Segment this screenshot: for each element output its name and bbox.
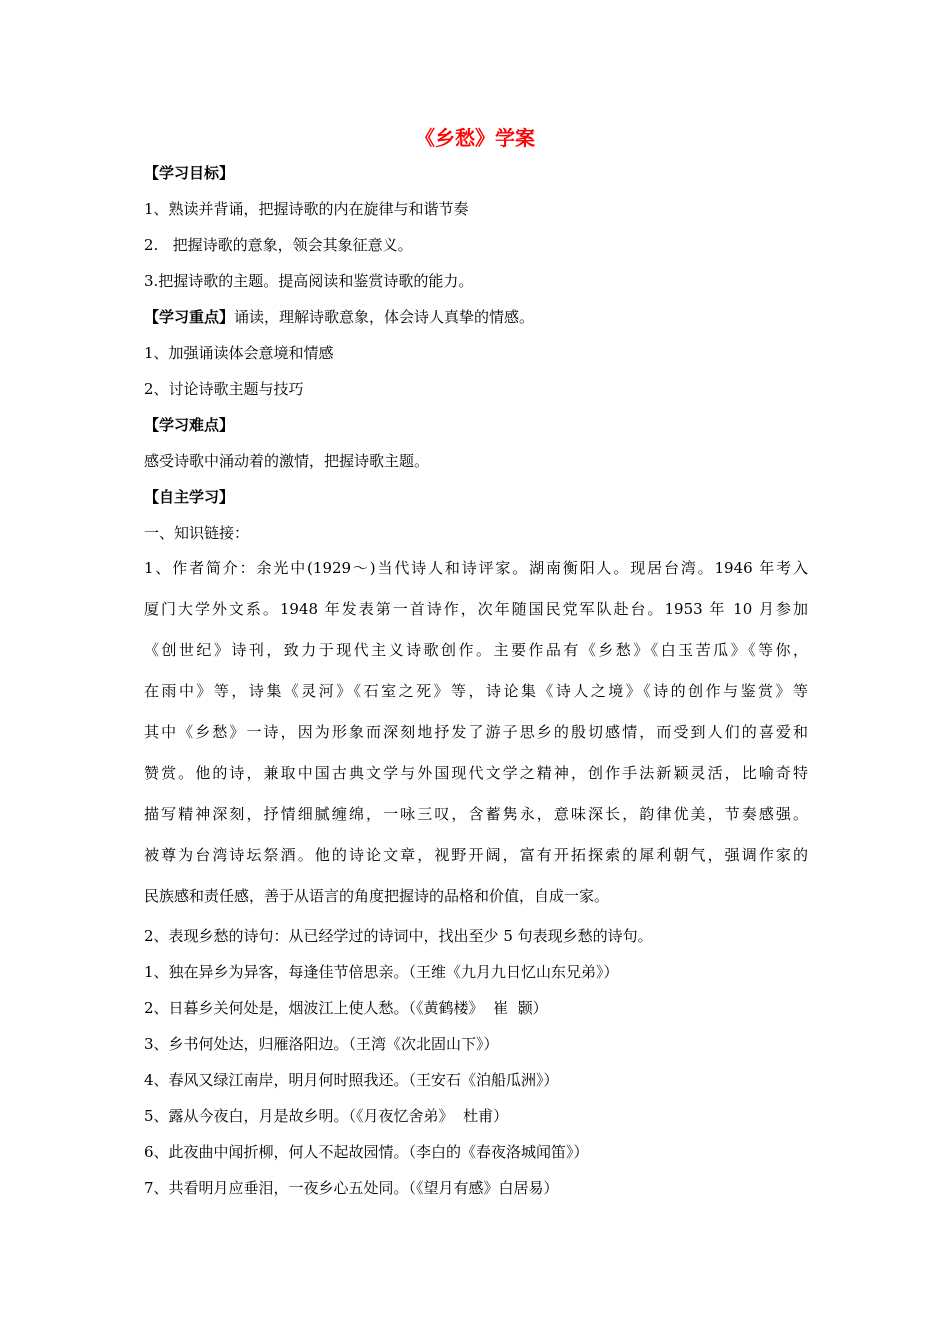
poem-task: 2、表现乡愁的诗句：从已经学过的诗词中，找出至少 5 句表现乡愁的诗句。 [144, 927, 653, 945]
goal-item-3: 3.把握诗歌的主题。提高阅读和鉴赏诗歌的能力。 [144, 272, 474, 290]
poem-item: 6、此夜曲中闻折柳，何人不起故园情。（李白的《春夜洛城闻笛》） [144, 1143, 589, 1161]
key-points-line [144, 307, 534, 327]
poem-item: 1、独在异乡为异客，每逢佳节倍思亲。（王维《九月九日忆山东兄弟》） [144, 963, 619, 981]
author-intro-line: 描写精神深刻，抒情细腻缠绵，一咏三叹，含蓄隽永，意味深长，韵律优美，节奏感强。 [144, 805, 808, 823]
author-intro-paragraph [144, 558, 808, 927]
key-points-heading: 【学习重点】 [144, 308, 235, 326]
author-intro-line: 赞赏。他的诗，兼取中国古典文学与外国现代文学之精神，创作手法新颖灵活，比喻奇特 [144, 764, 808, 782]
key-point-item-2: 2、讨论诗歌主题与技巧 [144, 380, 304, 398]
author-intro-line: 民族感和责任感，善于从语言的角度把握诗的品格和价值，自成一家。 [144, 887, 610, 905]
poem-item: 7、共看明月应垂泪，一夜乡心五处同。（《望月有感》白居易） [144, 1179, 559, 1197]
knowledge-link-subheading: 一、知识链接： [144, 524, 250, 542]
author-intro-line: 厦门大学外文系。1948 年发表第一首诗作，次年随国民党军队赴台。1953 年 10 月参加 [144, 600, 808, 618]
author-intro-line: 被尊为台湾诗坛祭酒。他的诗论文章，视野开阔，富有开拓探索的犀利朝气，强调作家的 [144, 846, 808, 864]
goal-item-2: 2. 把握诗歌的意象，领会其象征意义。 [144, 236, 413, 254]
author-intro-line: 《创世纪》诗刊，致力于现代主义诗歌创作。主要作品有《乡愁》《白玉苦瓜》《等你， [144, 641, 808, 659]
author-intro-line: 在雨中》等，诗集《灵河》《石室之死》等，诗论集《诗人之境》《诗的创作与鉴赏》等 [144, 682, 808, 700]
poem-item: 3、乡书何处达，归雁洛阳边。（王湾《次北固山下》） [144, 1035, 499, 1053]
key-point-item-1: 1、加强诵读体会意境和情感 [144, 344, 334, 362]
difficulties-heading: 【学习难点】 [144, 416, 235, 434]
page-title: 《乡愁》学案 [415, 126, 535, 150]
author-intro-line: 1、作者简介：余光中(1929～)当代诗人和诗评家。湖南衡阳人。现居台湾。1946 年考入 [144, 559, 808, 577]
key-points-text: 诵读，理解诗歌意象，体会诗人真挚的情感。 [234, 308, 535, 326]
self-study-heading: 【自主学习】 [144, 488, 235, 506]
difficulties-text: 感受诗歌中涌动着的激情，把握诗歌主题。 [144, 452, 430, 470]
poem-item: 2、日暮乡关何处是，烟波江上使人愁。（《黄鹤楼》 崔 颢） [144, 999, 548, 1017]
poem-item: 4、春风又绿江南岸，明月何时照我还。（王安石《泊船瓜洲》） [144, 1071, 559, 1089]
goals-heading: 【学习目标】 [144, 164, 235, 182]
author-intro-line: 其中《乡愁》一诗，因为形象而深刻地抒发了游子思乡的殷切感情，而受到人们的喜爱和 [144, 723, 808, 741]
poem-item: 5、露从今夜白，月是故乡明。（《月夜忆舍弟》 杜甫） [144, 1107, 509, 1125]
goal-item-1: 1、熟读并背诵，把握诗歌的内在旋律与和谐节奏 [144, 200, 469, 218]
